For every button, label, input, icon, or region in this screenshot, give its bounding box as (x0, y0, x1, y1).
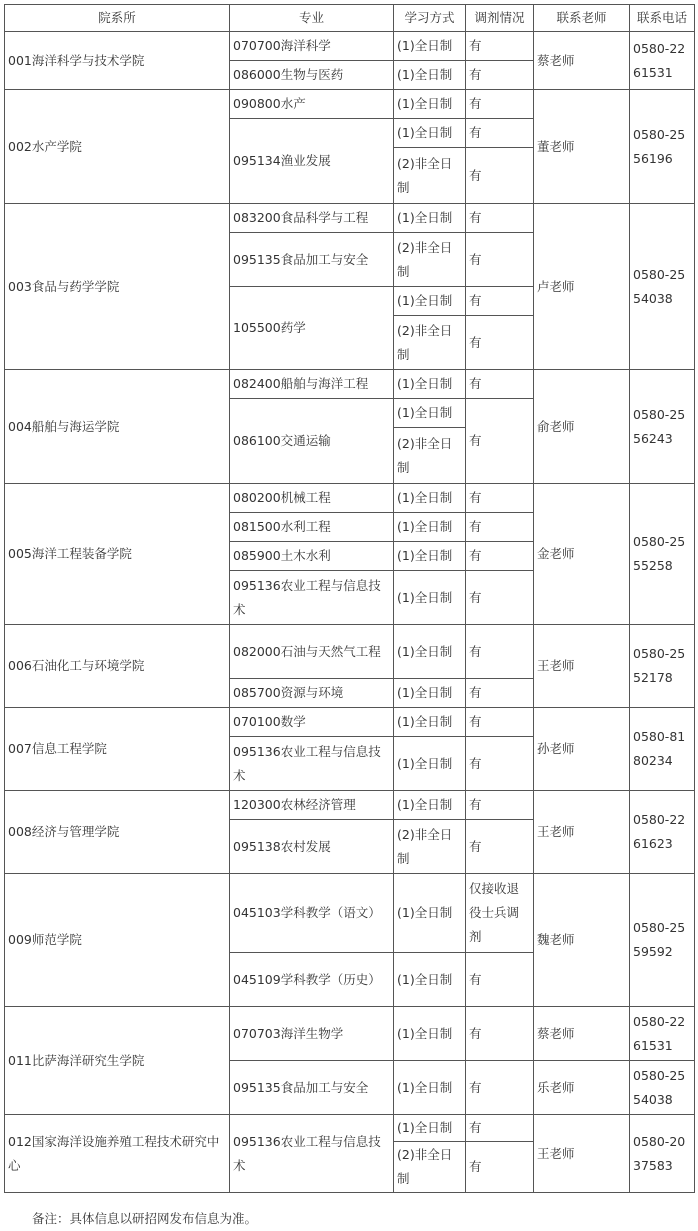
phone-cell: 0580-2559592 (630, 874, 695, 1007)
school-cell: 007信息工程学院 (5, 708, 230, 791)
phone-cell: 0580-8180234 (630, 708, 695, 791)
phone-cell: 0580-2552178 (630, 625, 695, 708)
table-row (5, 370, 695, 399)
table-row (5, 90, 695, 119)
study-mode-cell: (2)非全日制 (394, 428, 466, 484)
study-mode-cell: (1)全日制 (394, 542, 466, 571)
table-row (5, 874, 695, 953)
major-cell: 095136农业工程与信息技术 (230, 1115, 394, 1193)
study-mode-cell: (1)全日制 (394, 679, 466, 708)
adjustment-cell: 有 (466, 61, 534, 90)
teacher-cell: 王老师 (534, 791, 630, 874)
teacher-cell: 金老师 (534, 484, 630, 625)
phone-cell: 0580-2556196 (630, 90, 695, 204)
major-cell: 085900土木水利 (230, 542, 394, 571)
study-mode-cell: (1)全日制 (394, 737, 466, 791)
adjustment-cell: 有 (466, 119, 534, 148)
school-cell: 003食品与药学学院 (5, 204, 230, 370)
adjustment-cell: 有 (466, 90, 534, 119)
teacher-cell: 董老师 (534, 90, 630, 204)
major-cell: 045109学科教学（历史） (230, 953, 394, 1007)
study-mode-cell: (1)全日制 (394, 61, 466, 90)
phone-cell: 0580-2554038 (630, 204, 695, 370)
phone-cell: 0580-2261531 (630, 1007, 695, 1061)
major-cell: 085700资源与环境 (230, 679, 394, 708)
study-mode-cell: (1)全日制 (394, 1115, 466, 1142)
study-mode-cell: (1)全日制 (394, 1007, 466, 1061)
teacher-cell: 卢老师 (534, 204, 630, 370)
adjustment-cell: 有 (466, 953, 534, 1007)
adjustment-cell: 有 (466, 791, 534, 820)
study-mode-cell: (1)全日制 (394, 874, 466, 953)
header-adjustment: 调剂情况 (466, 5, 534, 32)
major-cell: 095138农村发展 (230, 820, 394, 874)
study-mode-cell: (1)全日制 (394, 513, 466, 542)
study-mode-cell: (1)全日制 (394, 953, 466, 1007)
adjustment-cell: 有 (466, 484, 534, 513)
adjustment-cell: 有 (466, 571, 534, 625)
major-cell: 070703海洋生物学 (230, 1007, 394, 1061)
major-cell: 082000石油与天然气工程 (230, 625, 394, 679)
table-row (5, 791, 695, 820)
phone-cell: 0580-2261531 (630, 32, 695, 90)
teacher-cell: 王老师 (534, 1115, 630, 1193)
major-cell: 045103学科教学（语文） (230, 874, 394, 953)
adjustment-cell: 有 (466, 316, 534, 370)
adjustment-cell: 有 (466, 148, 534, 204)
table-row (5, 32, 695, 61)
header-phone: 联系电话 (630, 5, 695, 32)
school-cell: 012国家海洋设施养殖工程技术研究中心 (5, 1115, 230, 1193)
study-mode-cell: (2)非全日制 (394, 233, 466, 287)
teacher-cell: 孙老师 (534, 708, 630, 791)
adjustment-cell: 有 (466, 513, 534, 542)
teacher-cell: 蔡老师 (534, 32, 630, 90)
study-mode-cell: (1)全日制 (394, 32, 466, 61)
major-cell: 095134渔业发展 (230, 119, 394, 204)
table-row (5, 484, 695, 513)
header-school: 院系所 (5, 5, 230, 32)
adjustment-cell: 有 (466, 1142, 534, 1193)
study-mode-cell: (1)全日制 (394, 370, 466, 399)
teacher-cell: 乐老师 (534, 1061, 630, 1115)
table-row (5, 1007, 695, 1061)
major-cell: 120300农林经济管理 (230, 791, 394, 820)
teacher-cell: 魏老师 (534, 874, 630, 1007)
adjustment-cell: 有 (466, 708, 534, 737)
study-mode-cell: (1)全日制 (394, 399, 466, 428)
major-cell: 090800水产 (230, 90, 394, 119)
school-cell: 002水产学院 (5, 90, 230, 204)
adjustment-cell: 有 (466, 679, 534, 708)
major-cell: 081500水利工程 (230, 513, 394, 542)
study-mode-cell: (1)全日制 (394, 625, 466, 679)
study-mode-cell: (1)全日制 (394, 204, 466, 233)
study-mode-cell: (1)全日制 (394, 791, 466, 820)
phone-cell: 0580-2555258 (630, 484, 695, 625)
header-teacher: 联系老师 (534, 5, 630, 32)
major-cell: 095136农业工程与信息技术 (230, 571, 394, 625)
header-study-mode: 学习方式 (394, 5, 466, 32)
school-cell: 001海洋科学与技术学院 (5, 32, 230, 90)
major-cell: 082400船舶与海洋工程 (230, 370, 394, 399)
adjustment-cell: 有 (466, 1007, 534, 1061)
phone-cell: 0580-2261623 (630, 791, 695, 874)
school-cell: 008经济与管理学院 (5, 791, 230, 874)
school-cell: 011比萨海洋研究生学院 (5, 1007, 230, 1115)
adjustment-cell: 有 (466, 737, 534, 791)
table-row (5, 204, 695, 233)
study-mode-cell: (1)全日制 (394, 571, 466, 625)
school-cell: 004船舶与海运学院 (5, 370, 230, 484)
teacher-cell: 蔡老师 (534, 1007, 630, 1061)
major-cell: 105500药学 (230, 287, 394, 370)
admissions-table (4, 4, 695, 1193)
study-mode-cell: (1)全日制 (394, 119, 466, 148)
school-cell: 009师范学院 (5, 874, 230, 1007)
adjustment-cell: 有 (466, 625, 534, 679)
school-cell: 006石油化工与环境学院 (5, 625, 230, 708)
adjustment-cell: 有 (466, 32, 534, 61)
teacher-cell: 俞老师 (534, 370, 630, 484)
major-cell: 080200机械工程 (230, 484, 394, 513)
adjustment-cell: 有 (466, 233, 534, 287)
table-row (5, 708, 695, 737)
major-cell: 083200食品科学与工程 (230, 204, 394, 233)
table-row (5, 625, 695, 679)
adjustment-cell: 有 (466, 542, 534, 571)
teacher-cell: 王老师 (534, 625, 630, 708)
study-mode-cell: (2)非全日制 (394, 820, 466, 874)
major-cell: 095135食品加工与安全 (230, 233, 394, 287)
footnote: 备注：具体信息以研招网发布信息为准。 (32, 1211, 258, 1226)
major-cell: 086100交通运输 (230, 399, 394, 484)
study-mode-cell: (1)全日制 (394, 708, 466, 737)
adjustment-cell: 有 (466, 399, 534, 484)
adjustment-cell: 有 (466, 820, 534, 874)
phone-cell: 0580-2556243 (630, 370, 695, 484)
adjustment-cell: 有 (466, 370, 534, 399)
study-mode-cell: (2)非全日制 (394, 1142, 466, 1193)
school-cell: 005海洋工程装备学院 (5, 484, 230, 625)
study-mode-cell: (1)全日制 (394, 90, 466, 119)
header-major: 专业 (230, 5, 394, 32)
major-cell: 095136农业工程与信息技术 (230, 737, 394, 791)
adjustment-cell: 有 (466, 1061, 534, 1115)
major-cell: 086000生物与医药 (230, 61, 394, 90)
phone-cell: 0580-2037583 (630, 1115, 695, 1193)
adjustment-cell: 仅接收退役士兵调剂 (466, 874, 534, 953)
study-mode-cell: (1)全日制 (394, 484, 466, 513)
phone-cell: 0580-2554038 (630, 1061, 695, 1115)
study-mode-cell: (1)全日制 (394, 287, 466, 316)
adjustment-cell: 有 (466, 287, 534, 316)
adjustment-cell: 有 (466, 1115, 534, 1142)
adjustment-cell: 有 (466, 204, 534, 233)
study-mode-cell: (1)全日制 (394, 1061, 466, 1115)
header-row (5, 5, 695, 32)
study-mode-cell: (2)非全日制 (394, 148, 466, 204)
major-cell: 095135食品加工与安全 (230, 1061, 394, 1115)
major-cell: 070700海洋科学 (230, 32, 394, 61)
table-row (5, 1115, 695, 1142)
major-cell: 070100数学 (230, 708, 394, 737)
study-mode-cell: (2)非全日制 (394, 316, 466, 370)
